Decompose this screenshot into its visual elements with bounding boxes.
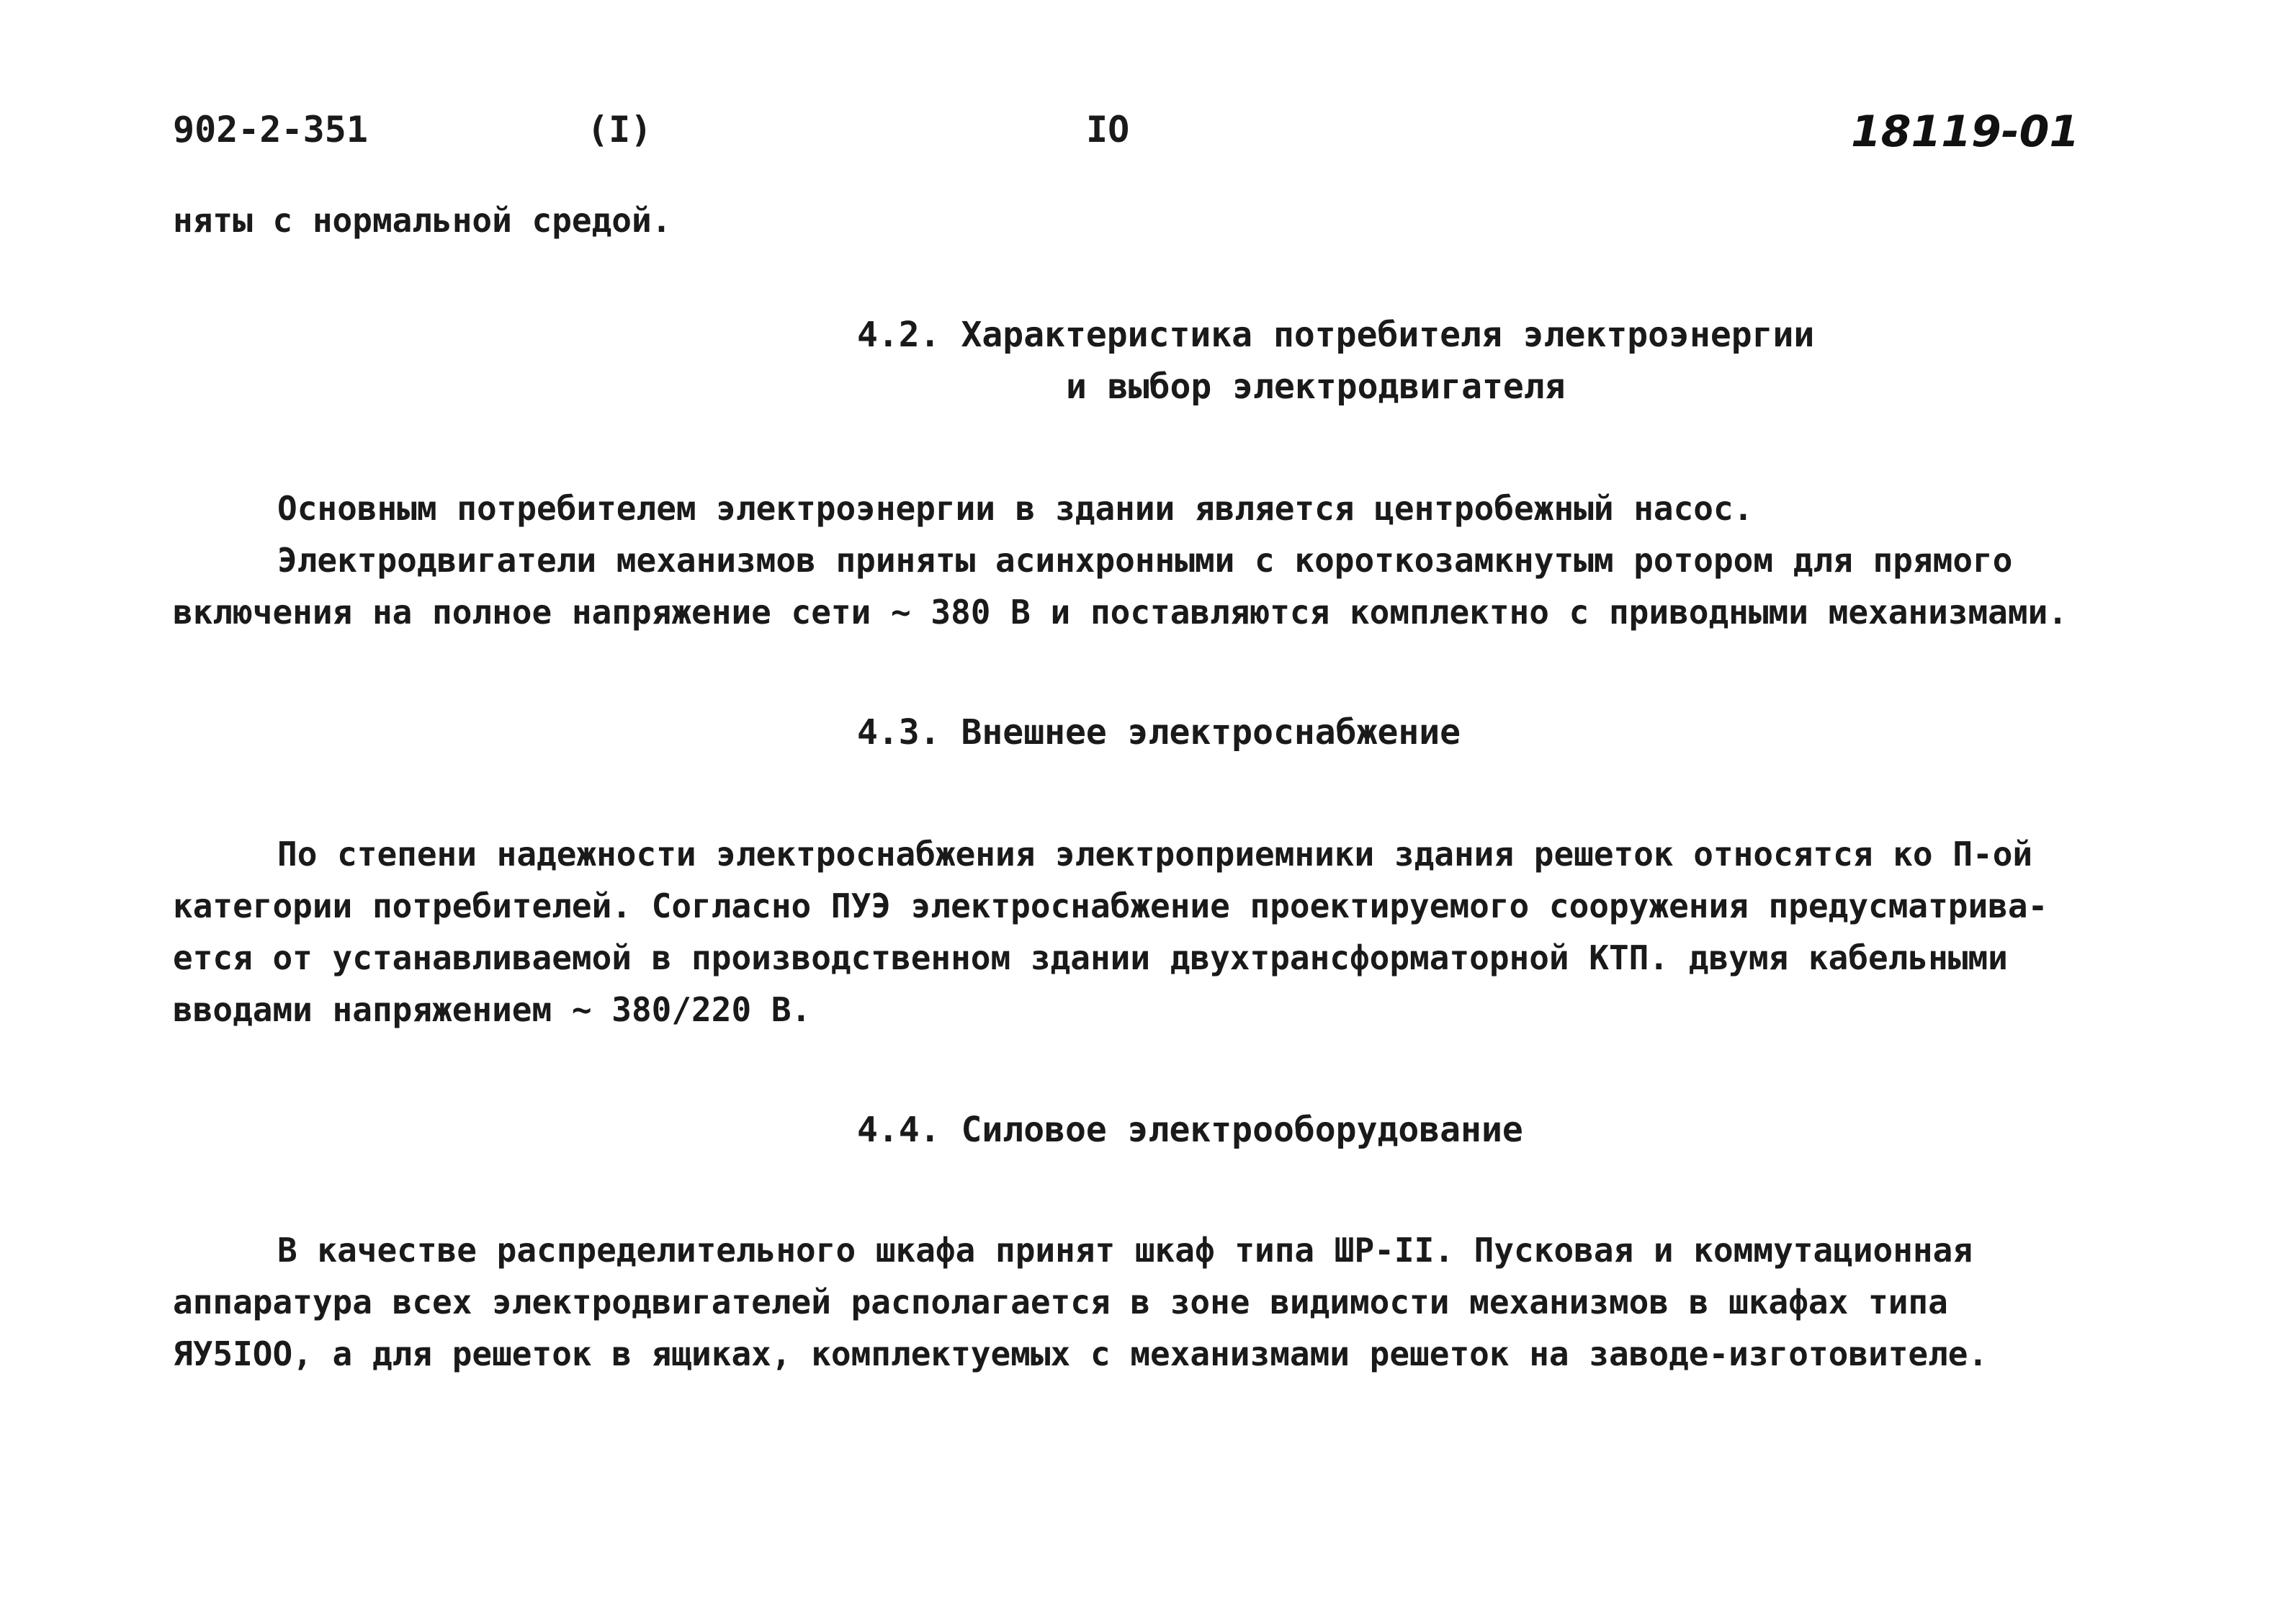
section-4-3-line-1: По степени надежности электроснабжения электроприемники здания решеток относятся ко П-ой <box>277 835 2033 874</box>
section-4-4-line-3: ЯУ5IOO, а для решеток в ящиках, комплектуемых с механизмами решеток на заводе-изготовителе. <box>173 1334 1988 1373</box>
archive-number: 18119-01 <box>1851 107 2080 157</box>
part-number: (I) <box>587 109 653 151</box>
doc-code: 902-2-351 <box>173 109 368 151</box>
section-4-3-line-2: категории потребителей. Согласно ПУЭ электроснабжение проектируемого сооружения предусматрива- <box>173 886 2048 925</box>
intro-line: няты с нормальной средой. <box>173 201 672 240</box>
section-4-3-line-3: ется от устанавливаемой в производственном здании двухтрансформаторной КТП. двумя кабельными <box>173 938 2008 977</box>
section-4-3-line-4: вводами напряжением ~ 380/220 В. <box>173 990 812 1029</box>
section-4-4-title: 4.4. Силовое электрооборудование <box>857 1110 1523 1150</box>
section-4-2-title-line2: и выбор электродвигателя <box>1066 367 1566 407</box>
section-4-3-title: 4.3. Внешнее электроснабжение <box>857 712 1461 753</box>
section-4-2-line-3: включения на полное напряжение сети ~ 380 В и поставляются комплектно с приводными механизмами. <box>173 593 2068 632</box>
section-4-2-line-2: Электродвигатели механизмов приняты асинхронными с короткозамкнутым ротором для прямого <box>277 541 2013 580</box>
section-4-2-title-line1: 4.2. Характеристика потребителя электроэнергии <box>857 315 1815 355</box>
section-4-4-line-2: аппаратура всех электродвигателей располагается в зоне видимости механизмов в шкафах типа <box>173 1283 1948 1321</box>
section-4-2-line-1: Основным потребителем электроэнергии в здании является центробежный насос. <box>277 489 1754 528</box>
section-4-4-line-1: В качестве распределительного шкафа принят шкаф типа ШР-II. Пусковая и коммутационная <box>277 1231 1973 1270</box>
page-number: IO <box>1086 109 1130 151</box>
